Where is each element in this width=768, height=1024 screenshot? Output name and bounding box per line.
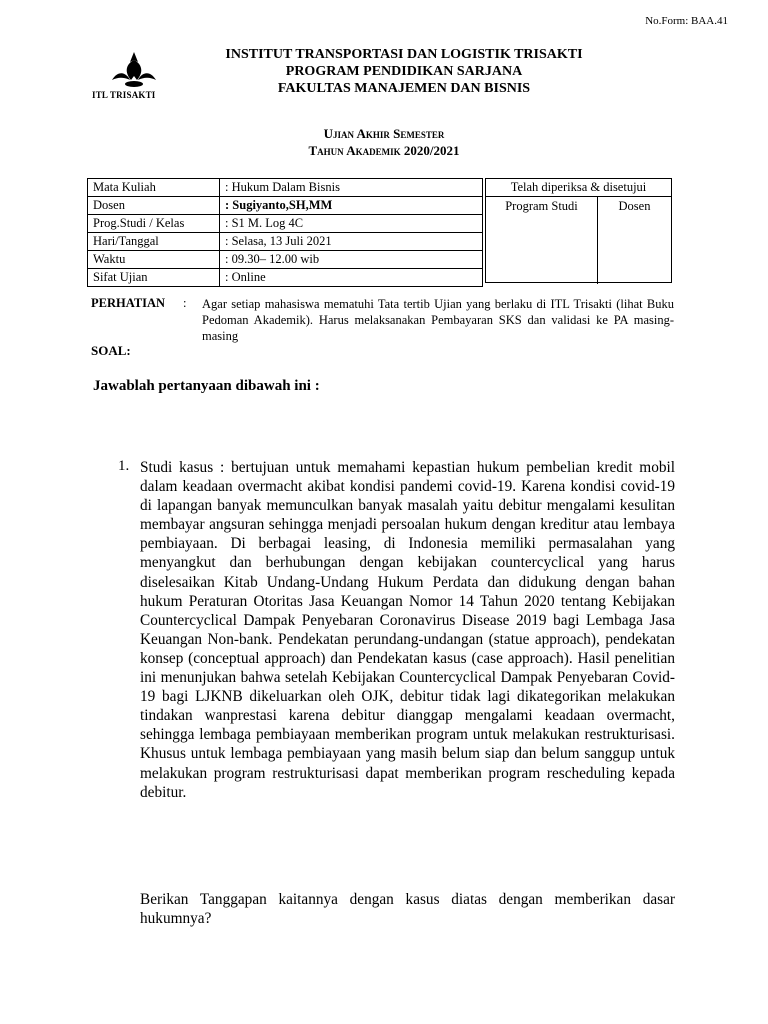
question-number: 1. (118, 458, 130, 474)
info-value: : Hukum Dalam Bisnis (220, 179, 483, 197)
form-number: No.Form: BAA.41 (645, 15, 728, 27)
notice-label: PERHATIAN (91, 296, 166, 310)
info-row (88, 197, 483, 215)
info-value: : 09.30– 12.00 wib (220, 251, 483, 269)
instruction-text: Jawablah pertanyaan dibawah ini : (93, 378, 320, 394)
question-prompt: Berikan Tanggapan kaitannya dengan kasus diatas dengan memberikan dasar hukumnya? (140, 891, 675, 928)
info-value: : Sugiyanto,SH,MM (220, 197, 483, 215)
info-row (88, 215, 483, 233)
info-label: Dosen (88, 197, 220, 215)
exam-title: Ujian Akhir Semester (323, 126, 445, 141)
info-row (88, 233, 483, 251)
header-line-3: FAKULTAS MANAJEMEN DAN BISNIS (277, 81, 531, 96)
info-row (88, 251, 483, 269)
approval-header: Telah diperiksa & disetujui (486, 179, 671, 197)
question-text: Studi kasus : bertujuan untuk memahami kepastian hukum pembelian kredit mobil dalam keadaan overmacht akibat kondisi pandemi covid-19. Karena kondisi covid-19 di lapangan banyak memunculkan banyak masalah yaitu debitur mengalami kesulitan membayar angsuran sehingga menjadi persoalan hukum dengan kreditur atau lembaya pembiayaan. Di berbagai leasing, di Indonesia memiliki permasalahan yang menyangkut dan berhubungan dengan kebijakan countercyclical yang harus diselesaikan Kitab Undang-Undang Hukum Perdata dan didukung dengan bahan hukum Peraturan Otoritas Jasa Keuangan Nomor 14 Tahun 2020 tentang Kebijakan Countercyclical Dampak Penyebaran Coronavirus Disease 2019 bagi Lembaga Jasa Keuangan Non-bank. Pendekatan perundang-undangan (statue approach), pendekatan konsep (conceptual approach) dan Pendekatan kasus (case approach). Hasil penelitian ini menunjukan bahwa setelah Kebijakan Countercyclical Dampak Penyebaran Covid-19 bagi LJKNB dikeluarkan oleh OJK, debitur tidak lagi dikategorikan melakukan tindakan wanprestasi karena debitur dianggap mengalami keadaan overmacht, sehingga lembaga pembiayaan memberikan program untuk melakukan restrukturisasi. Khusus untuk lembaga pembiayaan yang masih belum siap dan belum sanggup untuk melakukan program restrukturisasi dapat memberikan program rescheduling kepada debitur. (140, 459, 675, 801)
soal-label: SOAL: (91, 343, 131, 358)
notice-text: Agar setiap mahasiswa mematuhi Tata tertib Ujian yang berlaku di ITL Trisakti (lihat Buku Pedoman Akademik). Harus melaksanakan Pembayaran SKS dan validasi ke PA masing-masing (202, 297, 674, 343)
info-label: Hari/Tanggal (88, 233, 220, 251)
header-line-1: INSTITUT TRANSPORTASI DAN LOGISTIK TRISAKTI (225, 47, 583, 62)
header-line-2: PROGRAM PENDIDIKAN SARJANA (285, 64, 523, 79)
info-value: : Selasa, 13 Juli 2021 (220, 233, 483, 251)
exam-info-table (87, 178, 483, 287)
approval-box (485, 178, 672, 283)
info-label: Waktu (88, 251, 220, 269)
approval-program-studi: Program Studi (486, 197, 598, 284)
notice-colon: : (183, 296, 187, 310)
approval-dosen: Dosen (618, 199, 651, 213)
info-row (88, 179, 483, 197)
academic-year: Tahun Akademik 2020/2021 (308, 143, 460, 158)
logo-caption: ITL TRISAKTI (92, 90, 156, 100)
info-value: : S1 M. Log 4C (220, 215, 483, 233)
info-label: Sifat Ujian (88, 269, 220, 287)
exam-title-block (0, 125, 768, 159)
info-row (88, 269, 483, 287)
institution-header (0, 46, 768, 97)
info-value: : Online (220, 269, 483, 287)
info-label: Prog.Studi / Kelas (88, 215, 220, 233)
info-label: Mata Kuliah (88, 179, 220, 197)
